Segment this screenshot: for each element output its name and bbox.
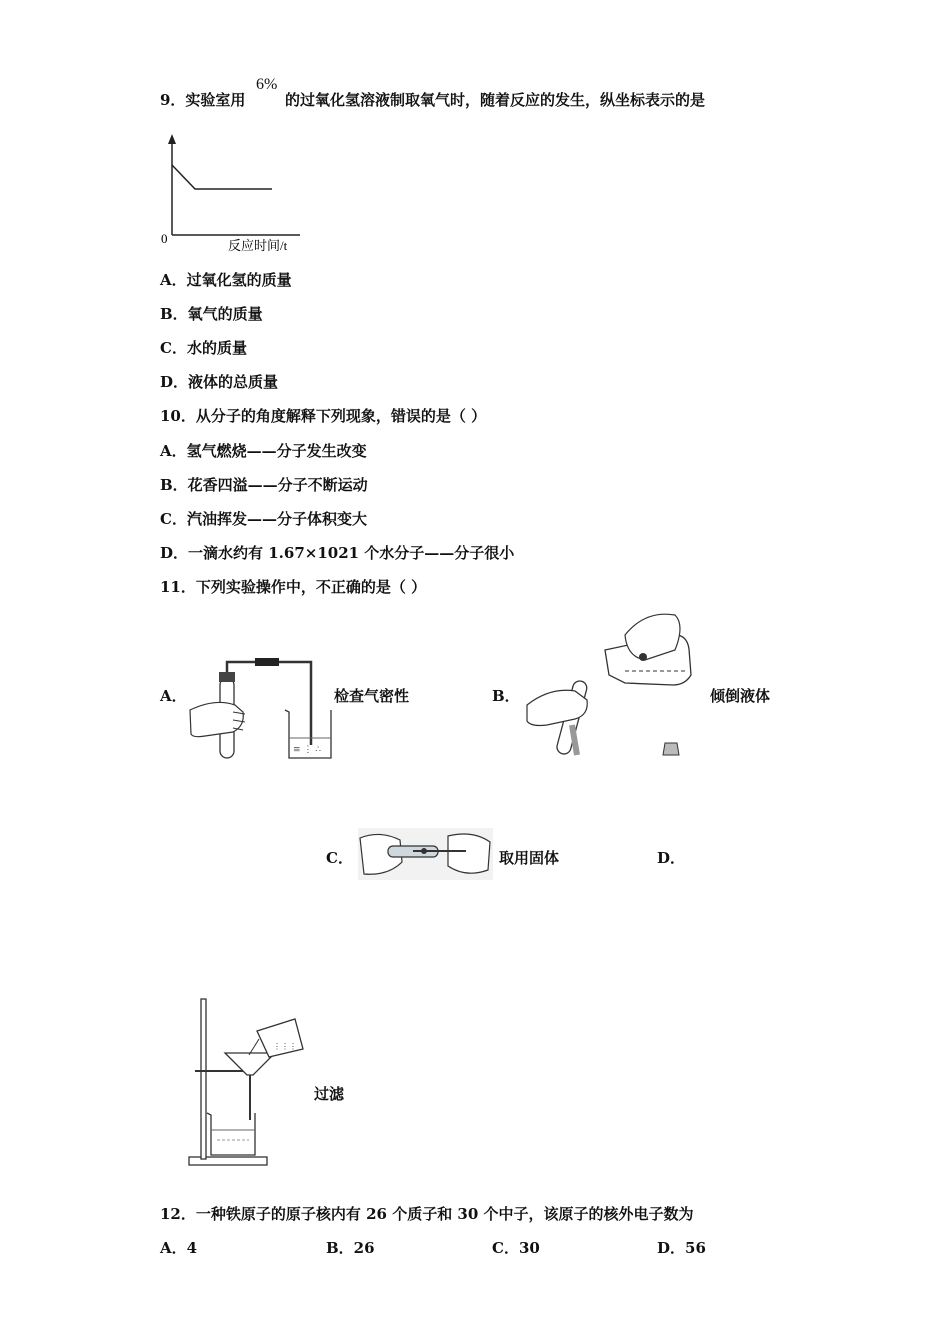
q11-stem: 11．下列实验操作中，不正确的是（ ）	[160, 578, 427, 596]
q12-stem: 12．一种铁原子的原子核内有 26 个质子和 30 个中子，该原子的核外电子数为	[160, 1205, 694, 1223]
q9-option-a: A．过氧化氢的质量	[160, 271, 292, 289]
pour-liquid-figure	[525, 605, 705, 765]
y-axis-arrow-icon	[168, 134, 176, 144]
q10-stem: 10．从分子的角度解释下列现象，错误的是（ ）	[160, 407, 487, 425]
q9-option-b: B．氧气的质量	[160, 305, 263, 323]
q9-stem-suffix: 的过氧化氢溶液制取氧气时，随着反应的发生，纵坐标表示的是	[285, 91, 706, 109]
q12-option-c: C．30	[492, 1239, 540, 1257]
q12-option-b: B．26	[326, 1239, 375, 1257]
q12-option-a: A．4	[160, 1239, 198, 1257]
svg-text:≡ ⋮ ∴: ≡ ⋮ ∴	[293, 745, 321, 755]
q11-d-label: 过滤	[314, 1085, 345, 1103]
graph-xlabel: 反应时间/t	[228, 238, 288, 253]
q9-concentration: 6%	[256, 76, 278, 93]
graph-line	[172, 165, 272, 189]
q11-b-letter: B．	[492, 687, 520, 705]
q11-b-label: 倾倒液体	[710, 687, 771, 705]
q11-a-label: 检查气密性	[334, 687, 410, 705]
q9-stem-prefix: 9．实验室用	[160, 91, 246, 109]
q11-a-letter: A．	[160, 687, 187, 705]
q11-c-label: 取用固体	[499, 849, 560, 867]
q9-option-d: D．液体的总质量	[160, 373, 279, 391]
q10-option-c: C．汽油挥发——分子体积变大	[160, 510, 367, 528]
q9-option-c: C．水的质量	[160, 339, 247, 357]
graph-origin: 0	[161, 231, 168, 246]
q11-c-letter: C．	[326, 849, 353, 867]
q11-d-letter: D．	[657, 849, 686, 867]
svg-text:⋮⋮⋮: ⋮⋮⋮	[273, 1042, 297, 1051]
q9-graph	[155, 130, 315, 260]
q10-option-a: A．氢气燃烧——分子发生改变	[160, 442, 367, 460]
q12-option-d: D．56	[657, 1239, 706, 1257]
airtight-check-figure	[185, 650, 345, 760]
q10-option-b: B．花香四溢——分子不断运动	[160, 476, 368, 494]
filtration-figure	[185, 995, 315, 1170]
take-solid-figure	[358, 828, 493, 880]
q10-option-d: D．一滴水约有 1.67×1021 个水分子——分子很小	[160, 544, 515, 562]
